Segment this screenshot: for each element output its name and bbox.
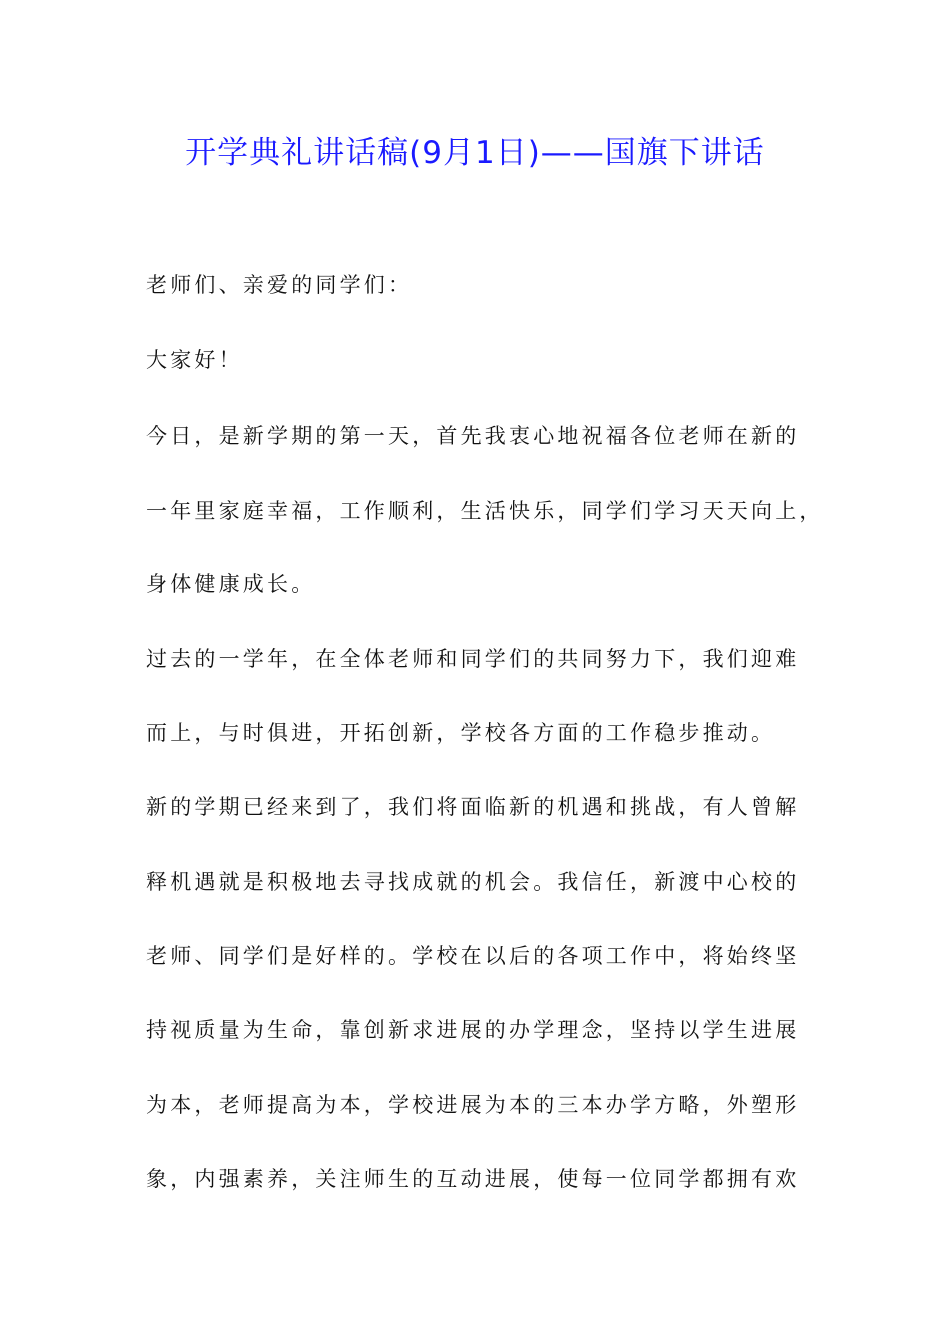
document-title: 开学典礼讲话稿(9月1日)——国旗下讲话 [185,135,765,171]
body-line: 释机遇就是积极地去寻找成就的机会。我信任，新渡中心校的 [146,870,800,894]
body-line: 新的学期已经来到了，我们将面临新的机遇和挑战，有人曾解 [146,795,800,819]
body-line: 为本，老师提高为本，学校进展为本的三本办学方略，外塑形 [146,1093,800,1117]
body-line: 过去的一学年，在全体老师和同学们的共同努力下，我们迎难 [146,647,800,671]
body-line: 老师、同学们是好样的。学校在以后的各项工作中，将始终坚 [146,944,800,968]
salutation-line: 老师们、亲爱的同学们： [146,273,413,297]
body-line: 一年里家庭幸福，工作顺利，生活快乐，同学们学习天天向上， [146,499,824,523]
body-line: 身体健康成长。 [146,572,316,596]
body-line: 持视质量为生命，靠创新求进展的办学理念，坚持以学生进展 [146,1018,800,1042]
body-line: 今日，是新学期的第一天，首先我衷心地祝福各位老师在新的 [146,424,800,448]
body-line: 而上，与时俱进，开拓创新，学校各方面的工作稳步推动。 [146,721,776,745]
greeting-line: 大家好！ [146,348,243,372]
body-line: 象，内强素养，关注师生的互动进展，使每一位同学都拥有欢 [146,1167,800,1191]
